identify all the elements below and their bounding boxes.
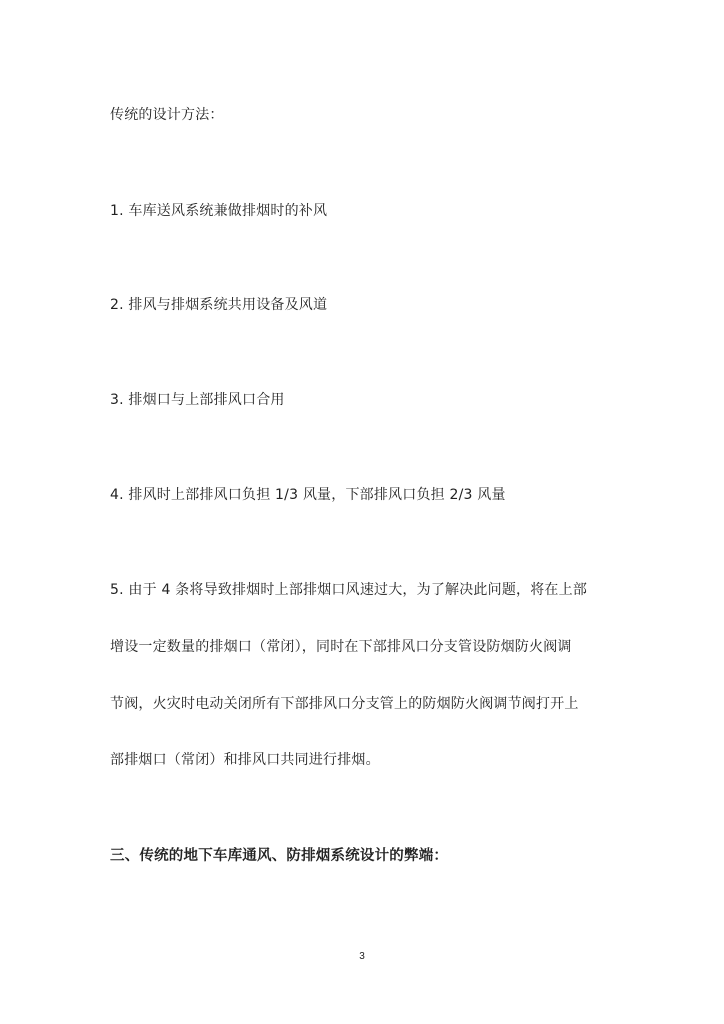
- list-item-5-line-4: 部排烟口（常闭）和排风口共同进行排烟。: [110, 752, 380, 768]
- page-number: 3: [359, 951, 365, 962]
- list-item-5-line-1: 5. 由于 4 条将导致排烟时上部排烟口风速过大，为了解决此问题，将在上部: [110, 582, 588, 598]
- list-item-3: 3. 排烟口与上部排风口合用: [110, 392, 285, 408]
- list-item-4: 4. 排风时上部排风口负担 1/3 风量，下部排风口负担 2/3 风量: [110, 487, 506, 503]
- list-item-2: 2. 排风与排烟系统共用设备及风道: [110, 297, 328, 313]
- list-item-5-line-3: 节阀，火灾时电动关闭所有下部排风口分支管上的防烟防火阀调节阀打开上: [110, 696, 579, 712]
- section-heading: 三、传统的地下车库通风、防排烟系统设计的弊端：: [110, 848, 449, 864]
- list-item-5-line-2: 增设一定数量的排烟口（常闭），同时在下部排风口分支管设防烟防火阀调: [110, 639, 572, 655]
- list-item-1: 1. 车库送风系统兼做排烟时的补风: [110, 203, 328, 219]
- intro-text: 传统的设计方法：: [110, 107, 224, 123]
